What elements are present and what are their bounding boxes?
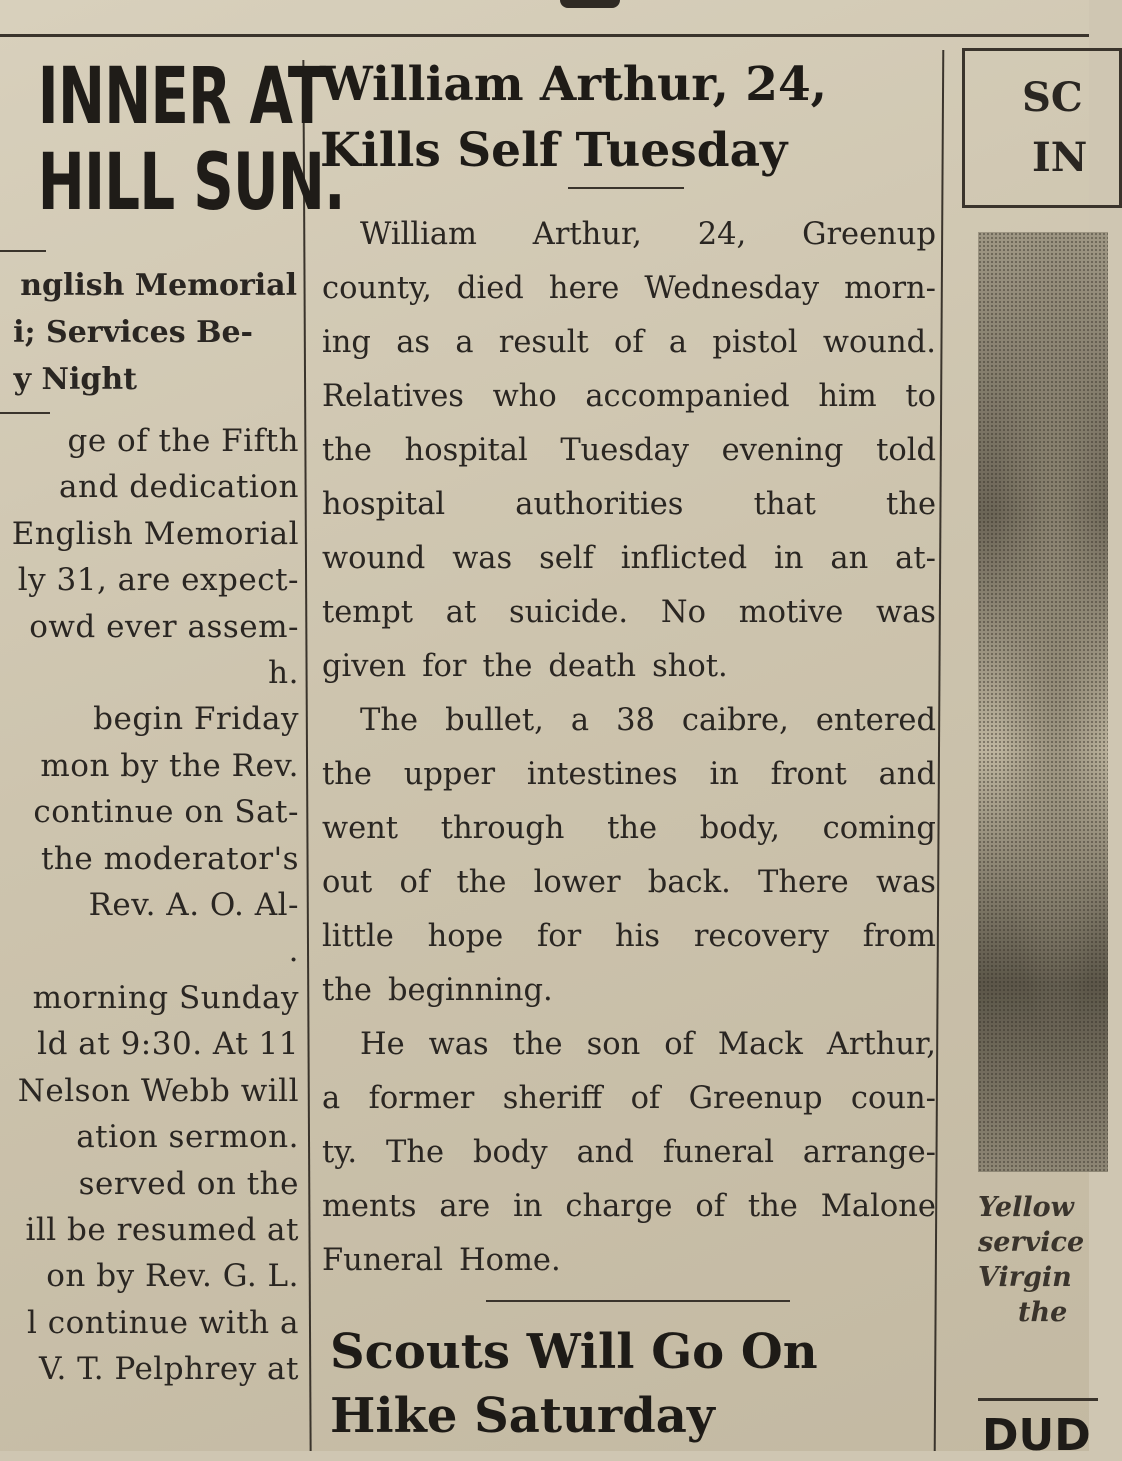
right-bottom-headline: DUD bbox=[982, 1410, 1091, 1461]
caption-line: service bbox=[978, 1227, 1085, 1258]
left-body-line: begin Friday bbox=[93, 701, 299, 738]
right-bottom-rule bbox=[978, 1398, 1098, 1401]
left-body-line: served on the bbox=[78, 1165, 299, 1202]
left-headline-line: INNER AT bbox=[37, 52, 326, 142]
right-box-line: SC bbox=[1022, 74, 1083, 121]
article-line: the upper intestines in front and bbox=[322, 757, 936, 792]
left-subhead bbox=[0, 262, 297, 403]
article-line: The bullet, a 38 caibre, entered bbox=[360, 703, 936, 738]
article-end-rule bbox=[486, 1300, 790, 1302]
headline-rule bbox=[568, 187, 684, 189]
right-box-text bbox=[1022, 68, 1087, 188]
article-headline bbox=[320, 52, 930, 184]
left-body-line: . bbox=[288, 933, 299, 970]
left-body-line: l continue with a bbox=[27, 1304, 299, 1341]
article-line: a former sheriff of Greenup coun- bbox=[322, 1081, 936, 1116]
article-line: went through the body, coming bbox=[322, 811, 936, 846]
headline-line: Kills Self Tuesday bbox=[320, 123, 788, 178]
article-paragraph bbox=[322, 694, 936, 1018]
left-body-line: English Memorial bbox=[11, 515, 299, 552]
left-column bbox=[0, 40, 345, 1451]
next-headline-line: Hike Saturday bbox=[330, 1388, 715, 1444]
left-headline-line: HILL SUN. bbox=[37, 138, 345, 228]
left-rule bbox=[0, 412, 50, 414]
article-line: tempt at suicide. No motive was bbox=[322, 595, 936, 630]
left-body-line: h. bbox=[268, 655, 299, 692]
left-body-line: morning Sunday bbox=[32, 979, 299, 1016]
headline-line: William Arthur, 24, bbox=[320, 57, 828, 112]
halftone-photo bbox=[978, 232, 1108, 1172]
next-headline bbox=[330, 1320, 950, 1448]
article-line: the beginning. bbox=[322, 973, 553, 1008]
right-column bbox=[948, 40, 1091, 1461]
left-headline bbox=[37, 52, 345, 228]
article-line: ing as a result of a pistol wound. bbox=[322, 325, 936, 360]
left-subhead-line: nglish Memorial bbox=[20, 268, 297, 303]
left-body bbox=[0, 418, 299, 1393]
article-line: wound was self inflicted in an at- bbox=[322, 541, 936, 576]
left-body-line: continue on Sat- bbox=[33, 794, 299, 831]
left-body-line: ly 31, are expect- bbox=[17, 562, 299, 599]
article-line: William Arthur, 24, Greenup bbox=[360, 217, 936, 252]
left-rule bbox=[0, 250, 46, 252]
left-body-line: mon by the Rev. bbox=[40, 747, 299, 784]
next-headline-line: Scouts Will Go On bbox=[330, 1324, 818, 1380]
left-body-line: the moderator's bbox=[40, 840, 299, 877]
caption-line: the bbox=[1018, 1297, 1068, 1328]
photo-caption bbox=[978, 1190, 1084, 1330]
article-line: ty. The body and funeral arrange- bbox=[322, 1135, 936, 1170]
left-subhead-line: y Night bbox=[13, 362, 137, 397]
left-body-line: ill be resumed at bbox=[25, 1211, 299, 1248]
article-line: out of the lower back. There was bbox=[322, 865, 936, 900]
article-line: Funeral Home. bbox=[322, 1243, 561, 1278]
caption-line: Yellow bbox=[978, 1192, 1074, 1223]
left-body-line: V. T. Pelphrey at bbox=[38, 1351, 299, 1388]
left-subhead-line: i; Services Be- bbox=[13, 315, 253, 350]
article-line: county, died here Wednesday morn- bbox=[322, 271, 936, 306]
article-line: hospital authorities that the bbox=[322, 487, 936, 522]
article-line: He was the son of Mack Arthur, bbox=[360, 1027, 936, 1062]
article-paragraph bbox=[322, 208, 936, 694]
right-box-line: IN bbox=[1032, 134, 1088, 181]
top-rule bbox=[0, 34, 1089, 37]
left-body-line: ge of the Fifth bbox=[67, 423, 299, 459]
left-body-line: Nelson Webb will bbox=[17, 1072, 299, 1109]
left-body-line: Rev. A. O. Al- bbox=[88, 887, 299, 924]
left-body-line: on by Rev. G. L. bbox=[46, 1258, 299, 1295]
left-body-line: ation sermon. bbox=[76, 1119, 299, 1156]
caption-line: Virgin bbox=[978, 1262, 1072, 1293]
left-body-line: ld at 9:30. At 11 bbox=[37, 1026, 299, 1063]
article-line: Relatives who accompanied him to bbox=[322, 379, 936, 414]
article-body bbox=[322, 208, 936, 1288]
article-line: little hope for his recovery from bbox=[322, 919, 936, 954]
masthead-fragment bbox=[560, 0, 620, 8]
article-paragraph bbox=[322, 1018, 936, 1288]
left-body-line: owd ever assem- bbox=[29, 608, 299, 645]
article-line: ments are in charge of the Malone bbox=[322, 1189, 936, 1224]
article-line: the hospital Tuesday evening told bbox=[322, 433, 936, 468]
article-line: given for the death shot. bbox=[322, 649, 728, 684]
left-body-line: and dedication bbox=[59, 469, 299, 506]
